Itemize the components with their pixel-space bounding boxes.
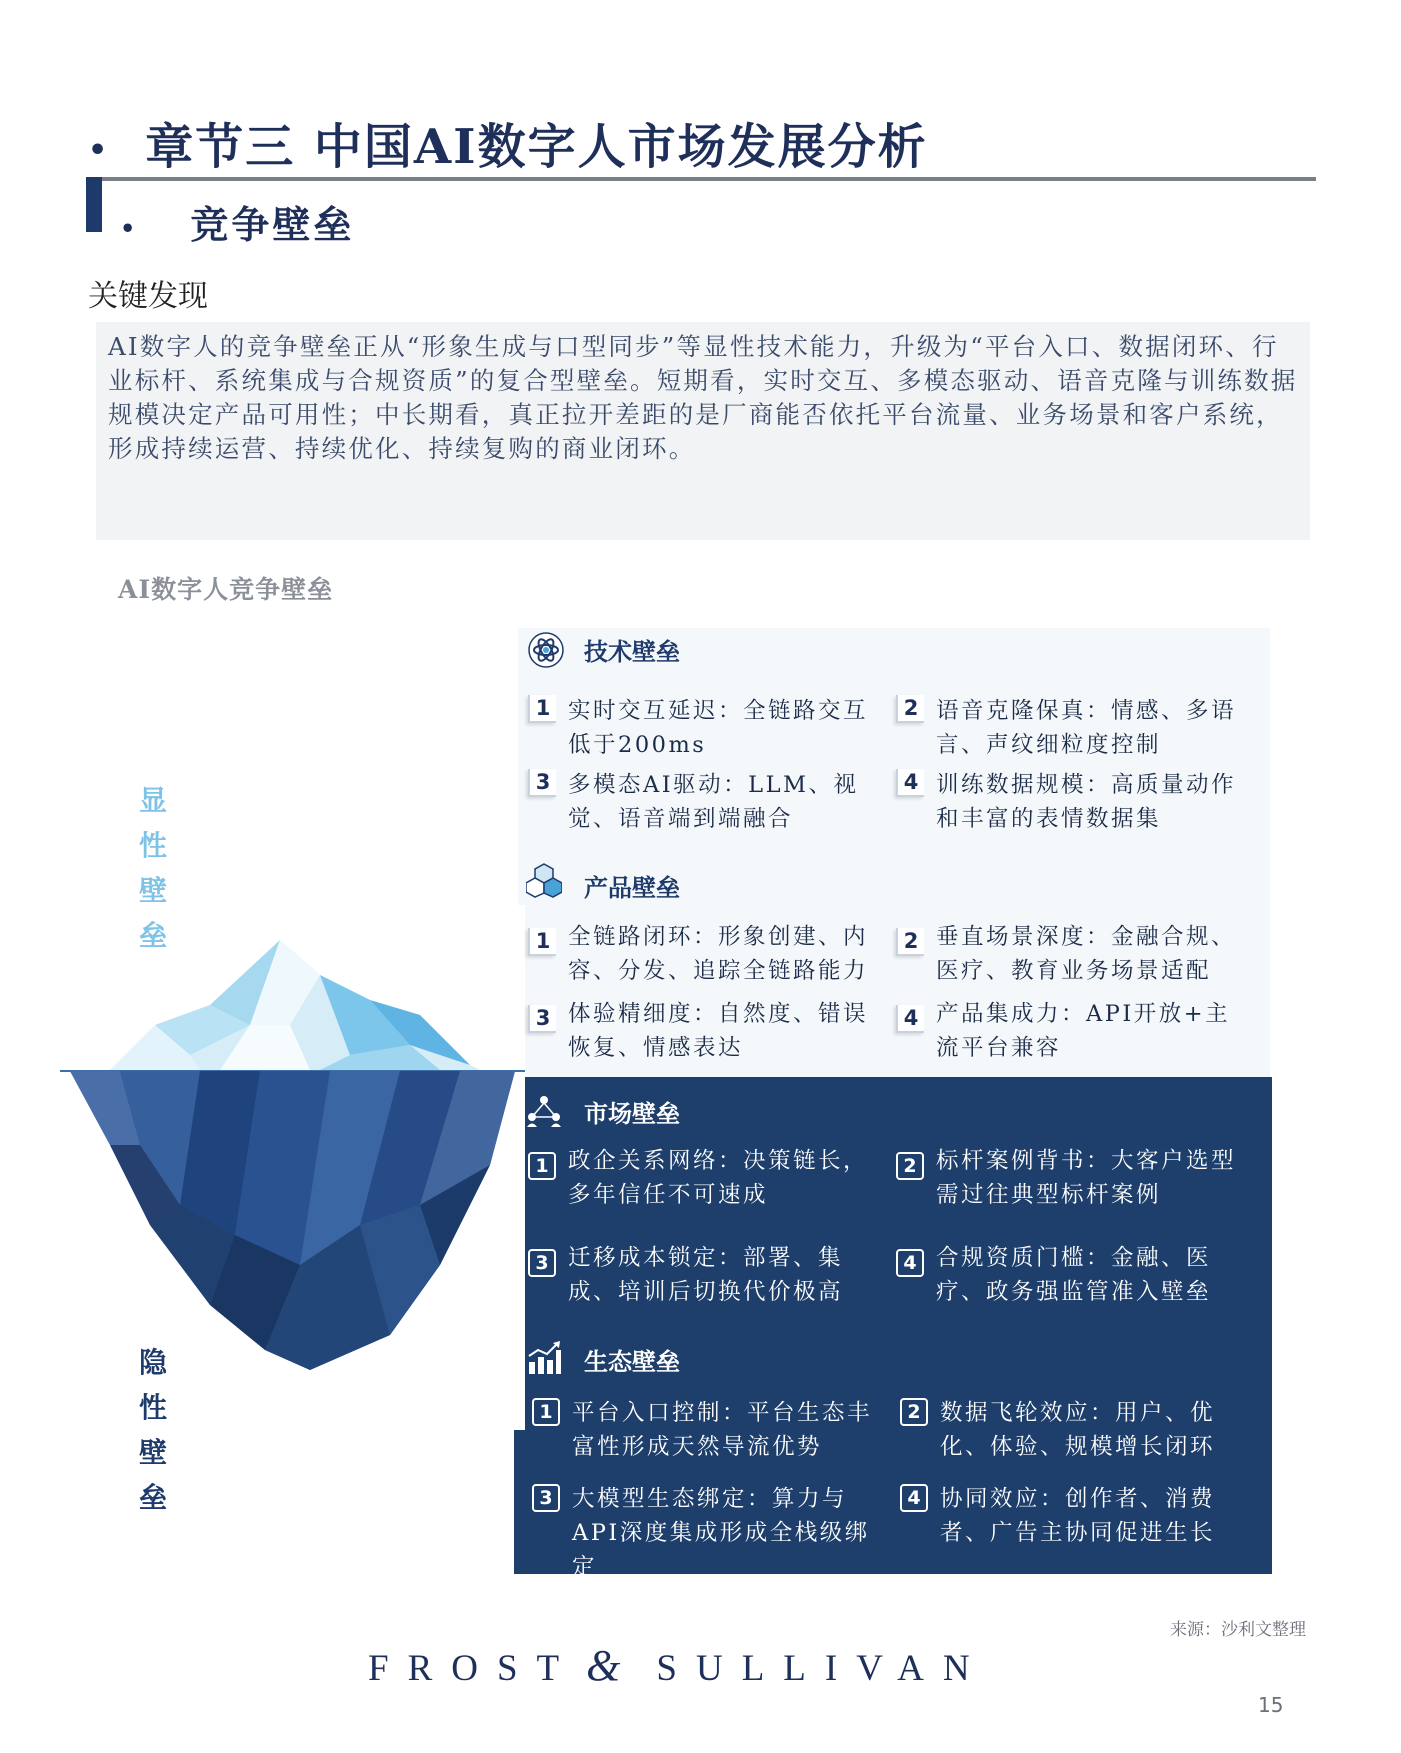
network-people-icon [526,1093,562,1129]
item-number: 1 [528,928,556,956]
chapter-title-text: 章节三 中国AI数字人市场发展分析 [145,119,928,175]
logo-ampersand: & [586,1641,621,1690]
hidden-label-char: 壁 [138,1436,167,1469]
item-number: 2 [896,1152,924,1180]
item-text: 实时交互延迟：全链路交互低于200ms [568,698,869,758]
item-text: 垂直场景深度：金融合规、医疗、教育业务场景适配 [936,924,1237,984]
item-number: 4 [896,1005,924,1033]
page-number: 15 [1258,1693,1284,1717]
key-findings-text: AI数字人的竞争壁垒正从“形象生成与口型同步”等显性技术能力，升级为“平台入口、数据闭环、行业标杆、系统集成与合规资质”的复合型壁垒。短期看，实时交互、多模态驱动、语音克隆与训练数据规模决定产品可用性；中长期看，真正拉开差距的是厂商能否依托平台流量、业务场景和客户系统，形成持续运营、持续优化、持续复购的商业闭环。 [108,332,1298,463]
item-number: 4 [900,1484,928,1512]
item-number: 2 [896,695,924,723]
item-text: 产品集成力：API开放+主流平台兼容 [936,1001,1231,1061]
item-number: 3 [528,1249,556,1277]
item-text: 政企关系网络：决策链长，多年信任不可速成 [568,1148,869,1208]
visible-label-char: 壁 [138,874,167,907]
item-text: 数据飞轮效应：用户、优化、体验、规模增长闭环 [940,1400,1216,1460]
iceberg-illustration [60,905,525,1430]
visible-label-char: 性 [138,829,167,862]
item-number: 1 [528,695,556,723]
cubes-icon [526,862,562,898]
logo-right: SULLIVAN [656,1648,989,1689]
item-text: 迁移成本锁定：部署、集成、培训后切换代价极高 [568,1245,844,1305]
item-text: 标杆案例背书：大客户选型需过往典型标杆案例 [936,1148,1237,1208]
item-number: 1 [532,1398,560,1426]
hidden-label-char: 性 [138,1391,167,1424]
chapter-divider [86,177,1316,181]
item-number: 2 [896,928,924,956]
item-text: 全链路闭环：形象创建、内容、分发、追踪全链路能力 [568,924,869,984]
item-text: 协同效应：创作者、消费者、广告主协同促进生长 [940,1486,1216,1546]
item-text: 多模态AI驱动：LLM、视觉、语音端到端融合 [568,772,859,832]
item-number: 3 [528,769,556,797]
growth-chart-icon [526,1340,562,1376]
chapter-title [88,108,928,177]
atom-icon [528,632,564,668]
category-title: 产品壁垒 [584,873,680,902]
item-text: 合规资质门槛：金融、医疗、政务强监管准入壁垒 [936,1245,1212,1305]
item-text: 语音克隆保真：情感、多语言、声纹细粒度控制 [936,698,1237,758]
section-accent-bar [86,177,102,232]
item-number: 3 [528,1005,556,1033]
item-text: 大模型生态绑定：算力与API深度集成形成全栈级绑定 [572,1486,870,1580]
item-text: 训练数据规模：高质量动作和丰富的表情数据集 [936,772,1237,832]
logo-left: FROST [368,1648,579,1689]
item-number: 1 [528,1152,556,1180]
item-number: 4 [896,769,924,797]
visible-barriers-label [133,778,173,958]
hidden-barriers-label [133,1340,173,1520]
figure-title: AI数字人竞争壁垒 [118,575,334,604]
visible-label-char: 显 [138,784,167,817]
item-text: 体验精细度：自然度、错误恢复、情感表达 [568,1001,869,1061]
category-title: 技术壁垒 [584,637,680,666]
key-findings-title: 关键发现 [88,279,208,314]
hidden-label-char: 隐 [138,1346,167,1379]
hidden-label-char: 垒 [138,1481,167,1514]
item-number: 4 [896,1249,924,1277]
visible-label-char: 垒 [138,919,167,952]
item-number: 2 [900,1398,928,1426]
section-bullet: • [120,214,139,243]
category-title: 市场壁垒 [584,1099,680,1128]
category-title: 生态壁垒 [584,1347,680,1376]
item-number: 3 [532,1484,560,1512]
frost-sullivan-logo [368,1640,989,1691]
source-note: 来源：沙利文整理 [1170,1620,1306,1640]
section-title [120,194,354,249]
item-text: 平台入口控制：平台生态丰富性形成天然导流优势 [572,1400,873,1460]
section-title-text: 竞争壁垒 [190,202,355,247]
chapter-bullet: • [88,133,110,168]
